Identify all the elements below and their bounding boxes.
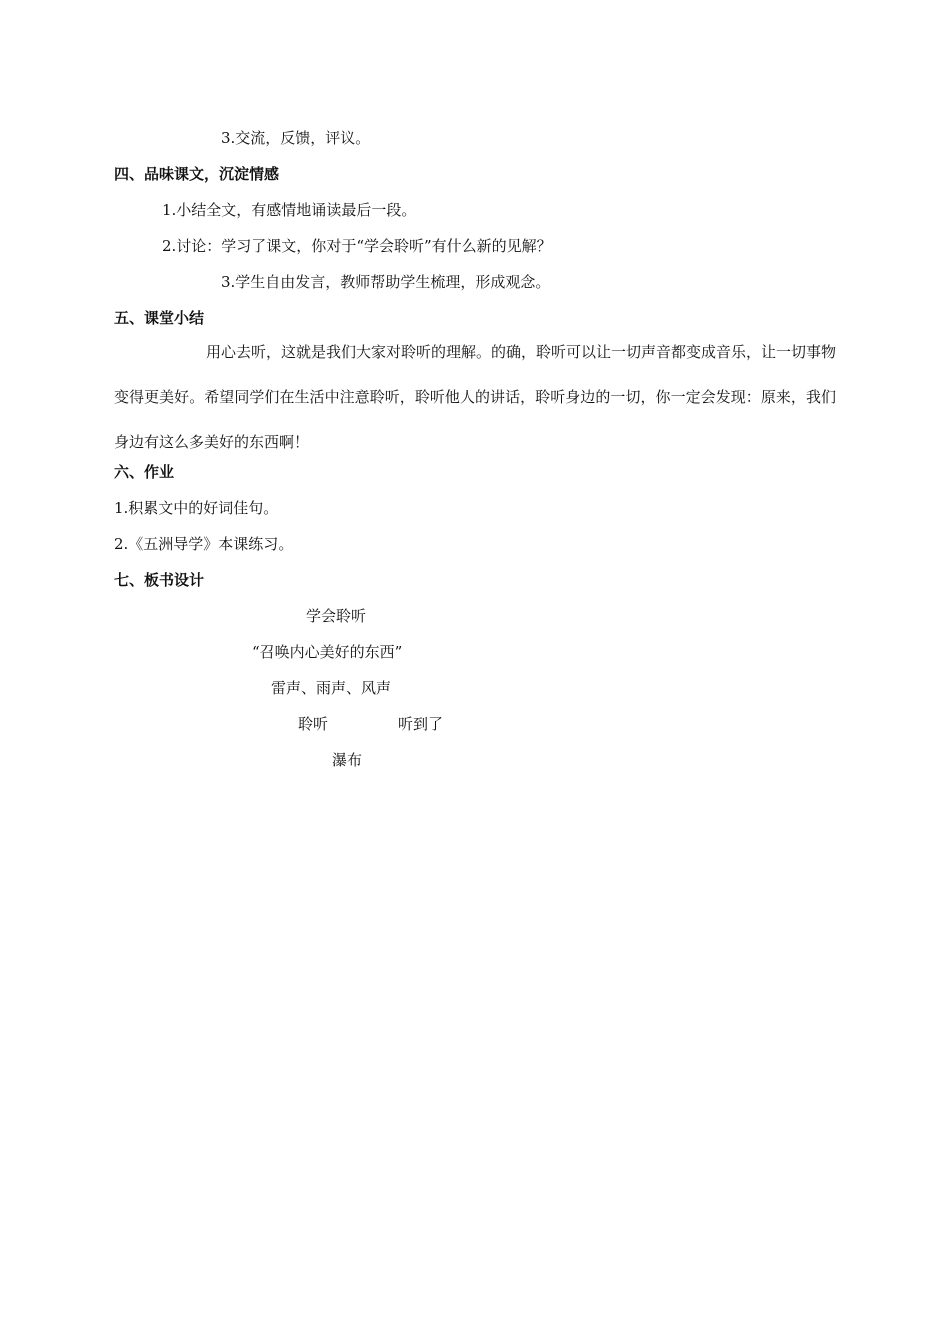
summary-paragraph: 用心去听，这就是我们大家对聆听的理解。的确，聆听可以让一切声音都变成音乐，让一切事物变得更美好。希望同学们在生活中注意聆听，聆听他人的讲话，聆听身边的一切，你一定会发现：原来，我们身边有这么多美好的东西啊！ (114, 343, 837, 451)
homework-1: 1.积累文中的好词佳句。 (114, 499, 279, 517)
section-7-heading: 七、板书设计 (114, 571, 205, 589)
homework-2: 2.《五洲导学》本课练习。 (114, 535, 294, 553)
board-quote: “召唤内心美好的东西” (252, 643, 403, 661)
section-6-heading: 六、作业 (114, 463, 175, 481)
section-4-heading: 四、品味课文，沉淀情感 (114, 165, 280, 183)
step-4-2: 2.讨论：学习了课文，你对于“学会聆听”有什么新的见解？ (162, 237, 552, 255)
step-4-1: 1.小结全文，有感情地诵读最后一段。 (162, 201, 417, 219)
section-5-heading: 五、课堂小结 (114, 309, 205, 327)
board-title: 学会聆听 (306, 607, 367, 625)
step-4-3: 3.学生自由发言，教师帮助学生梳理，形成观念。 (221, 273, 551, 291)
board-heard: 听到了 (398, 715, 444, 733)
board-listen: 聆听 (298, 715, 329, 733)
board-waterfall: 瀑布 (332, 751, 363, 769)
step-3-exchange: 3.交流，反馈，评议。 (221, 129, 371, 147)
board-sounds: 雷声、雨声、风声 (271, 679, 392, 697)
